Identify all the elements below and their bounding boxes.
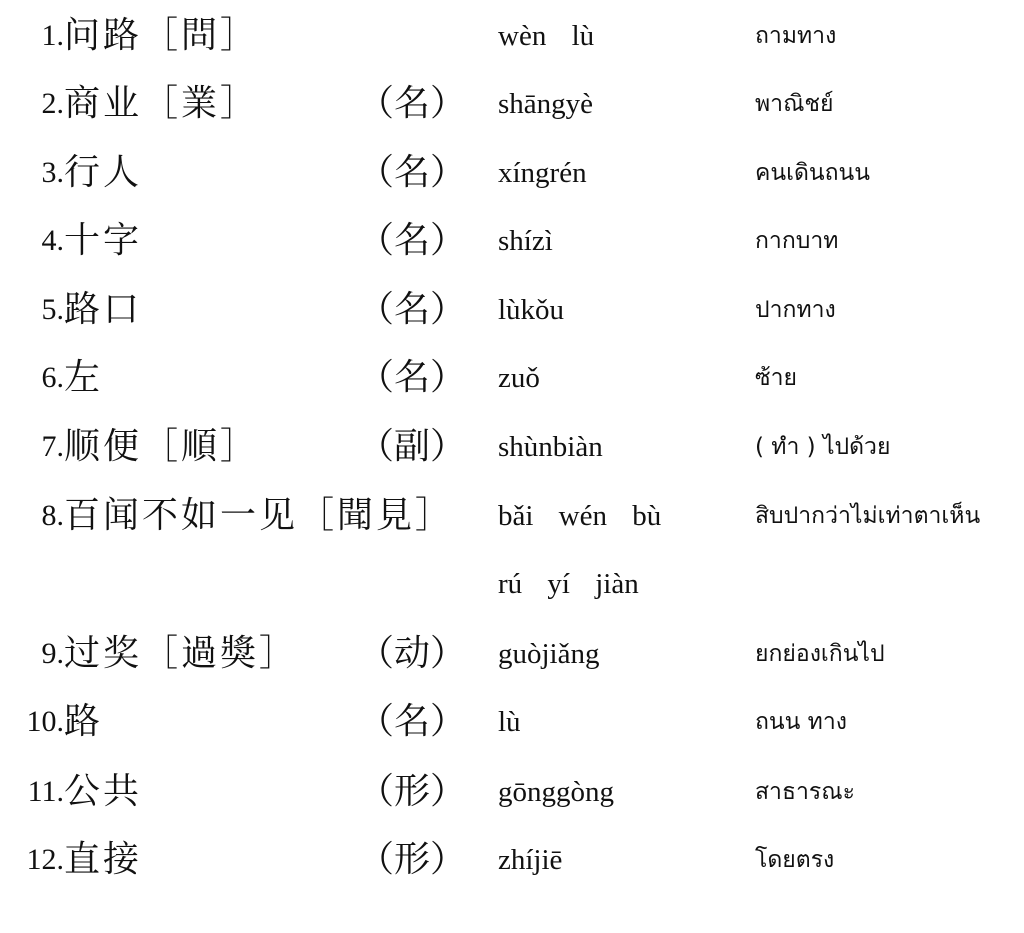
entry-pinyin: gōnggòng: [498, 776, 614, 808]
vocab-row: [0, 772, 1024, 832]
entry-traditional: ［過獎］: [142, 633, 299, 674]
vocab-row: [0, 358, 1024, 418]
entry-part-of-speech: （名）: [358, 83, 467, 124]
entry-pinyin: wèn lù: [498, 20, 595, 52]
entry-number: 7.: [41, 430, 64, 463]
vocab-row: [0, 221, 1024, 281]
entry-thai-meaning: สิบปากว่าไม่เท่าตาเห็น: [755, 503, 981, 529]
entry-hanzi: [64, 772, 142, 812]
entry-hanzi: [64, 16, 259, 56]
entry-pinyin: lù: [498, 706, 521, 738]
entry-hanzi: [64, 358, 103, 398]
entry-simplified: 过奖: [64, 633, 143, 674]
entry-thai-meaning: ปากทาง: [755, 297, 836, 323]
entry-pinyin: guòjiǎng: [498, 638, 600, 670]
vocab-row: [0, 16, 1024, 76]
entry-number: 2.: [41, 87, 64, 120]
entry-thai-meaning: กากบาท: [755, 228, 839, 254]
entry-number: 6.: [41, 361, 64, 394]
entry-part-of-speech: （名）: [358, 220, 467, 261]
entry-simplified: 左: [64, 357, 104, 398]
entry-part-of-speech: （名）: [358, 357, 467, 398]
entry-number: 1.: [41, 19, 64, 52]
vocab-row: [0, 427, 1024, 487]
entry-part-of-speech: （名）: [358, 701, 467, 742]
entry-thai-meaning: ( ทำ ) ไปด้วย: [755, 434, 891, 460]
entry-part-of-speech: （名）: [358, 289, 467, 330]
entry-traditional: ［聞見］: [298, 495, 455, 536]
entry-number: 9.: [41, 637, 64, 670]
entry-simplified: 路口: [64, 289, 143, 330]
entry-number: 10.: [26, 705, 64, 738]
entry-simplified: 商业: [64, 83, 143, 124]
entry-hanzi: [64, 290, 142, 330]
vocab-row: [0, 153, 1024, 213]
entry-thai-meaning: สาธารณะ: [755, 779, 855, 805]
entry-simplified: 问路: [64, 15, 143, 56]
entry-thai-meaning: ถามทาง: [755, 23, 837, 49]
entry-hanzi: [64, 153, 142, 193]
entry-number: 5.: [41, 293, 64, 326]
entry-pinyin: shùnbiàn: [498, 431, 603, 463]
entry-hanzi: [64, 634, 298, 674]
entry-simplified: 百闻不如一见: [64, 495, 299, 536]
entry-thai-meaning: ซ้าย: [755, 365, 798, 391]
entry-simplified: 行人: [64, 152, 143, 193]
entry-hanzi: [64, 427, 259, 467]
entry-hanzi: [64, 221, 142, 261]
entry-part-of-speech: （动）: [358, 633, 467, 674]
entry-pinyin: bǎi wén bù: [498, 500, 662, 532]
entry-pinyin: rú yí jiàn: [498, 568, 639, 600]
vocab-row: [0, 702, 1024, 762]
entry-thai-meaning: ยกย่องเกินไป: [755, 641, 885, 667]
entry-number: 11.: [27, 775, 64, 808]
entry-hanzi: [64, 84, 259, 124]
entry-thai-meaning: คนเดินถนน: [755, 160, 870, 186]
entry-traditional: ［問］: [142, 15, 260, 56]
entry-number: 12.: [26, 843, 64, 876]
vocab-row: [0, 840, 1024, 900]
entry-part-of-speech: （副）: [358, 426, 467, 467]
entry-simplified: 顺便: [64, 426, 143, 467]
entry-number: 4.: [41, 224, 64, 257]
entry-simplified: 十字: [64, 220, 143, 261]
entry-number: 3.: [41, 156, 64, 189]
entry-pinyin: lùkǒu: [498, 294, 565, 326]
entry-pinyin: xíngrén: [498, 157, 587, 189]
entry-hanzi: [64, 496, 454, 536]
entry-part-of-speech: （形）: [358, 771, 467, 812]
entry-thai-meaning: โดยตรง: [755, 847, 835, 873]
entry-thai-meaning: ถนน ทาง: [755, 709, 847, 735]
entry-pinyin: zhíjiē: [498, 844, 563, 876]
vocab-row: [0, 84, 1024, 144]
vocab-row: [0, 496, 1024, 556]
entry-simplified: 直接: [64, 839, 143, 880]
vocab-row: [0, 634, 1024, 694]
vocab-row-continuation: [0, 564, 1024, 624]
entry-pinyin: shāngyè: [498, 88, 594, 120]
entry-part-of-speech: （名）: [358, 152, 467, 193]
entry-traditional: ［業］: [142, 83, 260, 124]
entry-number: 8.: [41, 499, 64, 532]
entry-pinyin: shízì: [498, 225, 553, 257]
entry-traditional: ［順］: [142, 426, 260, 467]
entry-simplified: 公共: [64, 771, 143, 812]
entry-thai-meaning: พาณิชย์: [755, 91, 834, 117]
entry-hanzi: [64, 702, 103, 742]
entry-simplified: 路: [64, 701, 104, 742]
entry-hanzi: [64, 840, 142, 880]
entry-pinyin: zuǒ: [498, 362, 540, 394]
vocab-row: [0, 290, 1024, 350]
entry-part-of-speech: （形）: [358, 839, 467, 880]
